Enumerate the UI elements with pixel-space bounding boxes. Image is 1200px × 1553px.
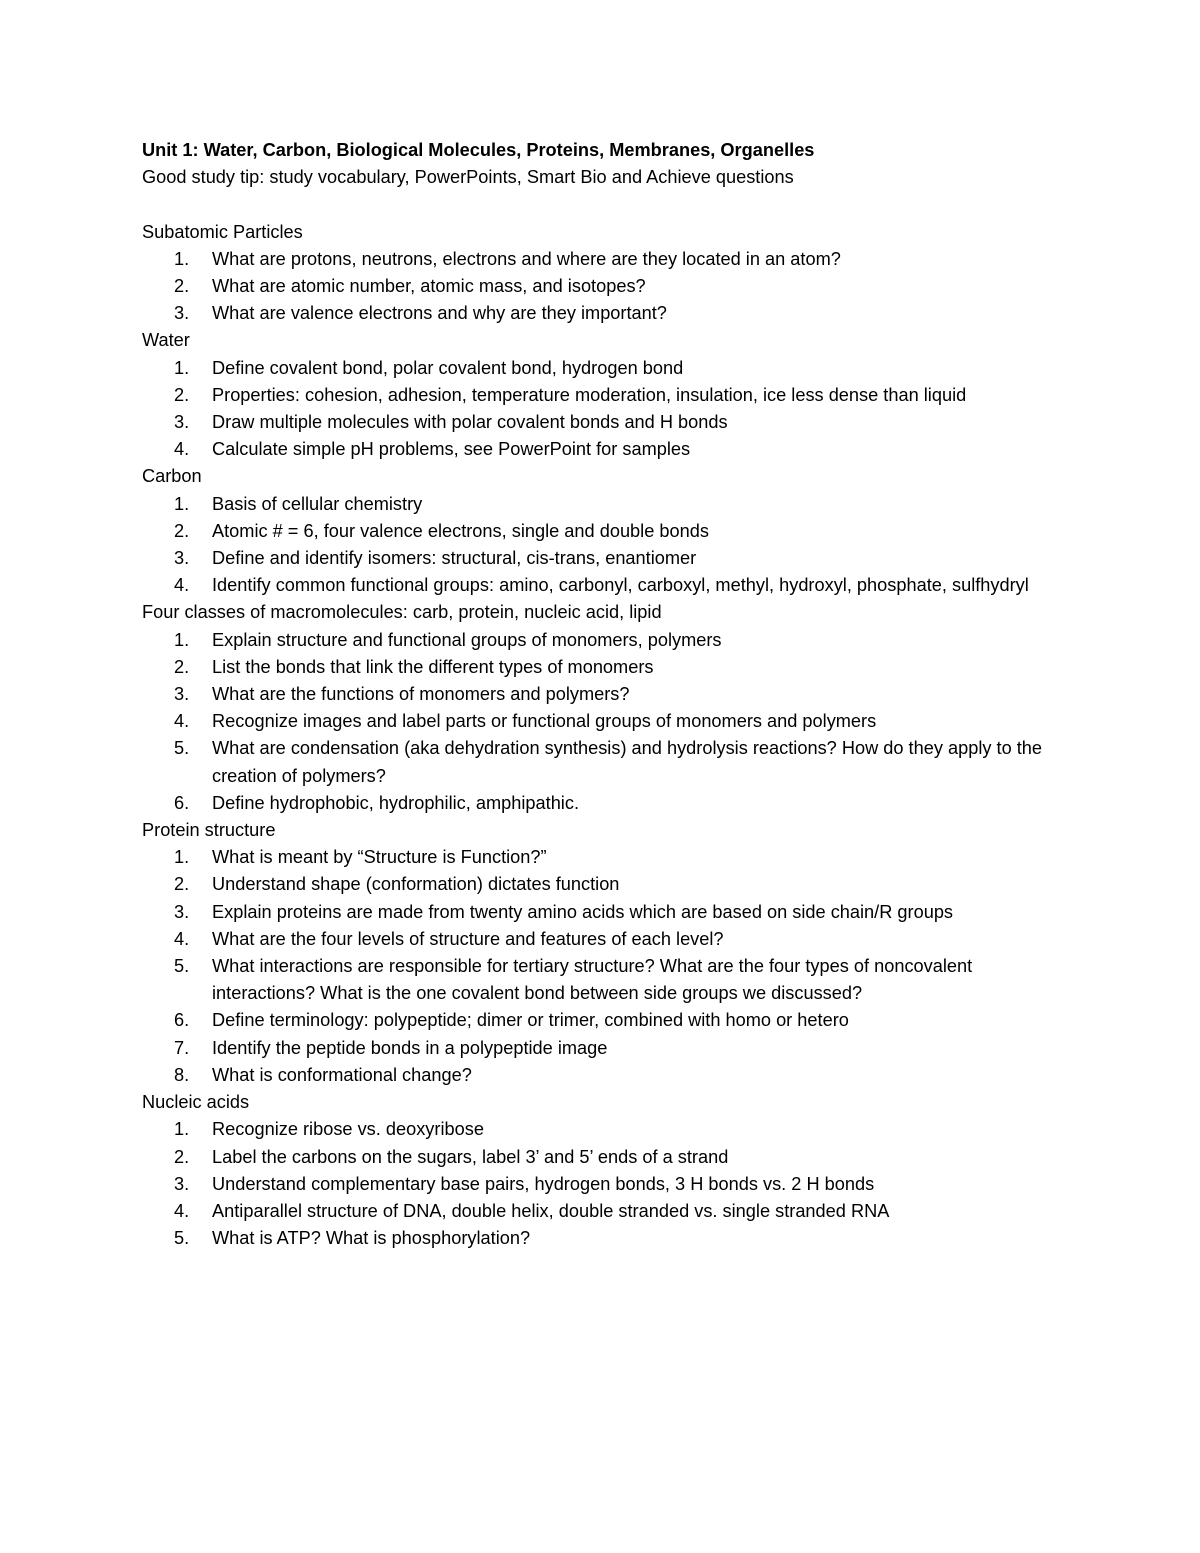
list-item-number: 3. <box>174 1173 190 1194</box>
list-item-number: 2. <box>174 1146 190 1167</box>
list-item <box>142 1007 1072 1034</box>
list-item-text: Atomic # = 6, four valence electrons, single and double bonds <box>212 520 709 541</box>
list-item-text: Define hydrophobic, hydrophilic, amphipathic. <box>212 792 579 813</box>
list-item <box>142 871 1072 898</box>
list-item <box>142 355 1072 382</box>
list-item-text: Define and identify isomers: structural, cis-trans, enantiomer <box>212 548 697 569</box>
section-heading: Water <box>142 330 190 351</box>
list-item-number: 4. <box>174 711 190 732</box>
list-item <box>142 491 1072 518</box>
list-item-text: List the bonds that link the different types of monomers <box>212 656 654 677</box>
list-item <box>142 300 1072 327</box>
section-list <box>142 627 1072 817</box>
list-item <box>142 1225 1072 1252</box>
list-item-number: 2. <box>174 520 190 541</box>
list-item-text: Antiparallel structure of DNA, double helix, double stranded vs. single stranded RNA <box>212 1200 890 1221</box>
list-item-text: What are condensation (aka dehydration synthesis) and hydrolysis reactions? How do they apply to the creation of polymers? <box>212 738 1043 786</box>
list-item-text: Identify common functional groups: amino, carbonyl, carboxyl, methyl, hydroxyl, phosphate, sulfhydryl <box>212 575 1029 596</box>
list-item-text: Define covalent bond, polar covalent bond, hydrogen bond <box>212 357 684 378</box>
section-list <box>142 246 1072 328</box>
list-item-number: 4. <box>174 928 190 949</box>
list-item-number: 2. <box>174 874 190 895</box>
list-item-text: Properties: cohesion, adhesion, temperature moderation, insulation, ice less dense than liquid <box>212 384 967 405</box>
list-item <box>142 844 1072 871</box>
list-item <box>142 572 1072 599</box>
list-item <box>142 1144 1072 1171</box>
document-title: Unit 1: Water, Carbon, Biological Molecules, Proteins, Membranes, Organelles <box>142 140 815 160</box>
list-item-text: Basis of cellular chemistry <box>212 493 423 514</box>
list-item-number: 1. <box>174 357 190 378</box>
list-item-number: 3. <box>174 684 190 705</box>
list-item-text: What interactions are responsible for tertiary structure? What are the four types of noncovalent interactions? What is the one covalent bond between side groups we discussed? <box>212 956 973 1004</box>
section-list <box>142 491 1072 600</box>
section-heading: Four classes of macromolecules: carb, protein, nucleic acid, lipid <box>142 602 662 623</box>
list-item-number: 1. <box>174 629 190 650</box>
section-list <box>142 1116 1072 1252</box>
list-item-number: 6. <box>174 1010 190 1031</box>
list-item-text: What are valence electrons and why are they important? <box>212 303 667 324</box>
list-item-text: Understand complementary base pairs, hydrogen bonds, 3 H bonds vs. 2 H bonds <box>212 1173 875 1194</box>
list-item-number: 5. <box>174 738 190 759</box>
list-item <box>142 953 1072 1007</box>
list-item-number: 2. <box>174 656 190 677</box>
list-item-number: 5. <box>174 1228 190 1249</box>
list-item <box>142 1198 1072 1225</box>
list-item-number: 8. <box>174 1064 190 1085</box>
list-item-text: What is meant by “Structure is Function?” <box>212 847 547 868</box>
list-item-text: Draw multiple molecules with polar covalent bonds and H bonds <box>212 412 728 433</box>
list-item-number: 1. <box>174 1119 190 1140</box>
section-heading: Subatomic Particles <box>142 221 303 242</box>
list-item-number: 1. <box>174 847 190 868</box>
list-item-number: 4. <box>174 575 190 596</box>
list-item-number: 7. <box>174 1037 190 1058</box>
list-item <box>142 545 1072 572</box>
list-item <box>142 1116 1072 1143</box>
list-item <box>142 409 1072 436</box>
list-item-text: Identify the peptide bonds in a polypeptide image <box>212 1037 608 1058</box>
list-item <box>142 926 1072 953</box>
list-item-number: 3. <box>174 901 190 922</box>
list-item-number: 3. <box>174 548 190 569</box>
list-item <box>142 627 1072 654</box>
section-heading: Nucleic acids <box>142 1092 250 1113</box>
list-item-number: 3. <box>174 412 190 433</box>
list-item <box>142 1062 1072 1089</box>
list-item-number: 4. <box>174 1200 190 1221</box>
list-item <box>142 436 1072 463</box>
list-item <box>142 518 1072 545</box>
list-item-text: What is ATP? What is phosphorylation? <box>212 1228 531 1249</box>
list-item-text: Recognize ribose vs. deoxyribose <box>212 1119 484 1140</box>
list-item-text: Understand shape (conformation) dictates function <box>212 874 620 895</box>
list-item <box>142 1035 1072 1062</box>
list-item-number: 2. <box>174 384 190 405</box>
list-item-number: 2. <box>174 276 190 296</box>
list-item <box>142 681 1072 708</box>
list-item-text: What is conformational change? <box>212 1064 472 1085</box>
list-item <box>142 382 1072 409</box>
list-item-text: What are atomic number, atomic mass, and isotopes? <box>212 276 646 296</box>
list-item <box>142 246 1072 273</box>
list-item-number: 5. <box>174 956 190 977</box>
section-list <box>142 844 1072 1089</box>
section-heading: Carbon <box>142 466 202 487</box>
list-item-number: 6. <box>174 792 190 813</box>
list-item-number: 3. <box>174 303 190 324</box>
list-item-number: 1. <box>174 493 190 514</box>
list-item-text: Define terminology: polypeptide; dimer or trimer, combined with homo or hetero <box>212 1010 849 1031</box>
section-list <box>142 355 1072 464</box>
list-item-text: Calculate simple pH problems, see PowerPoint for samples <box>212 439 691 460</box>
list-item-text: Label the carbons on the sugars, label 3’ and 5’ ends of a strand <box>212 1146 729 1167</box>
list-item <box>142 735 1072 789</box>
list-item-number: 1. <box>174 248 190 269</box>
list-item-text: Explain structure and functional groups of monomers, polymers <box>212 629 722 650</box>
list-item-text: What are the functions of monomers and polymers? <box>212 684 630 705</box>
list-item <box>142 654 1072 681</box>
list-item <box>142 273 1072 300</box>
document-content <box>142 137 1072 1252</box>
list-item <box>142 899 1072 926</box>
list-item-number: 4. <box>174 439 190 460</box>
list-item <box>142 708 1072 735</box>
sections-container <box>142 219 1072 1253</box>
list-item-text: What are the four levels of structure and features of each level? <box>212 928 724 949</box>
list-item-text: Explain proteins are made from twenty amino acids which are based on side chain/R groups <box>212 901 954 922</box>
study-tip: Good study tip: study vocabulary, PowerPoints, Smart Bio and Achieve questions <box>142 167 794 188</box>
list-item <box>142 790 1072 817</box>
list-item-text: What are protons, neutrons, electrons and where are they located in an atom? <box>212 248 841 269</box>
section-heading: Protein structure <box>142 820 276 841</box>
list-item <box>142 1171 1072 1198</box>
blank-line <box>142 191 1072 218</box>
list-item-text: Recognize images and label parts or functional groups of monomers and polymers <box>212 711 877 732</box>
